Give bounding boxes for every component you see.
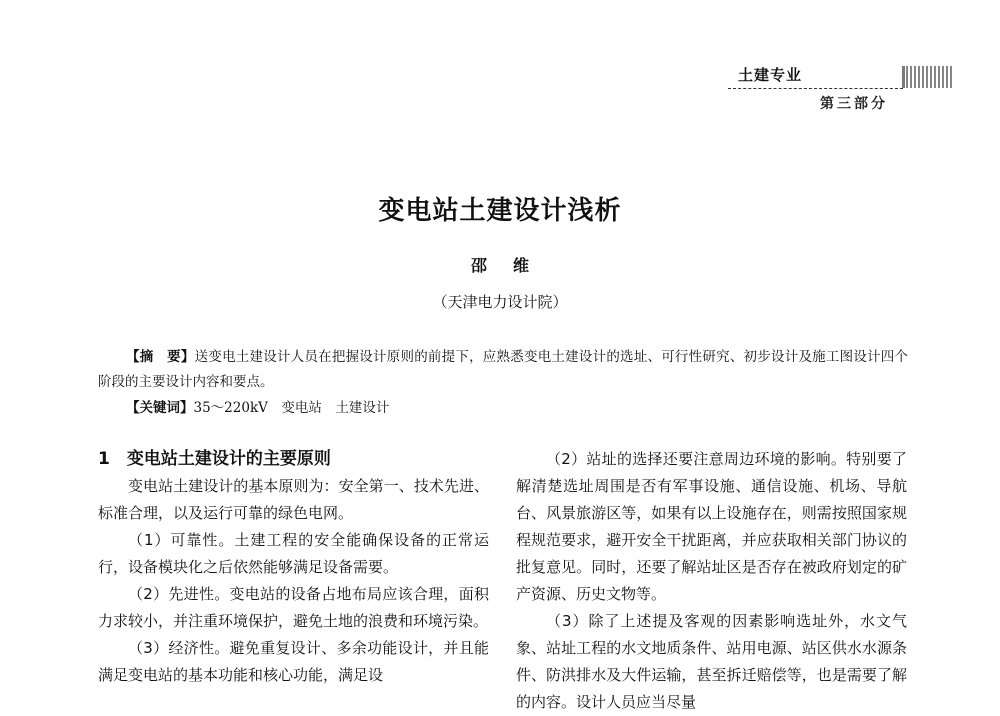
paragraph: （3）除了上述提及客观的因素影响选址外，水文气象、站址工程的水文地质条件、站用电源、站区供水水源条件、防洪排水及大件运输，甚至拆迁赔偿等，也是需要了解的内容。设计人员应当尽量 — [516, 612, 907, 711]
article-title: 变电站土建设计浅析 — [378, 196, 622, 226]
paragraph: （2）先进性。变电站的设备占地布局应该合理，面积力求较小，并注重环境保护，避免土地的浪费和环境污染。 — [98, 585, 489, 630]
author-affiliation: （天津电力设计院） — [432, 293, 568, 311]
body-column-right — [516, 446, 907, 716]
header-emblem-icon — [902, 66, 952, 88]
header-divider — [728, 88, 903, 89]
keywords-tag: 【关键词】 — [126, 400, 194, 416]
paragraph: （2）站址的选择还要注意周边环境的影响。特别要了解清楚选址周围是否有军事设施、通信设施、机场、导航台、风景旅游区等，如果有以上设施存在，则需按照国家规程规范要求，避开安全干扰距离，并应获取相关部门协议的批复意见。同时，还要了解站址区是否存在被政府划定的矿产资源、历史文物等。 — [516, 450, 907, 603]
paragraph: 变电站土建设计的基本原则为：安全第一、技术先进、标准合理，以及运行可靠的绿色电网。 — [98, 477, 489, 522]
keywords-text: 35～220kV 变电站 土建设计 — [193, 400, 390, 416]
abstract — [98, 345, 908, 395]
author-name: 邵维 — [470, 256, 555, 275]
section-label: 土建专业 — [738, 66, 803, 84]
page-header — [728, 60, 958, 114]
abstract-text: 送变电土建设计人员在把握设计原则的前提下，应熟悉变电土建设计的选址、可行性研究、初步设计及施工图设计四个阶段的主要设计内容和要点。 — [98, 349, 909, 390]
abstract-tag: 【摘 要】 — [126, 349, 195, 365]
keywords — [126, 396, 389, 421]
paragraph: （3）经济性。避免重复设计、多余功能设计，并且能满足变电站的基本功能和核心功能，满足设 — [98, 639, 489, 684]
body-column-left — [98, 446, 489, 689]
section-heading: 1 变电站土建设计的主要原则 — [98, 449, 331, 469]
part-label: 第三部分 — [820, 96, 888, 112]
paragraph: （1）可靠性。土建工程的安全能确保设备的正常运行，设备模块化之后依然能够满足设备需要。 — [98, 531, 489, 576]
